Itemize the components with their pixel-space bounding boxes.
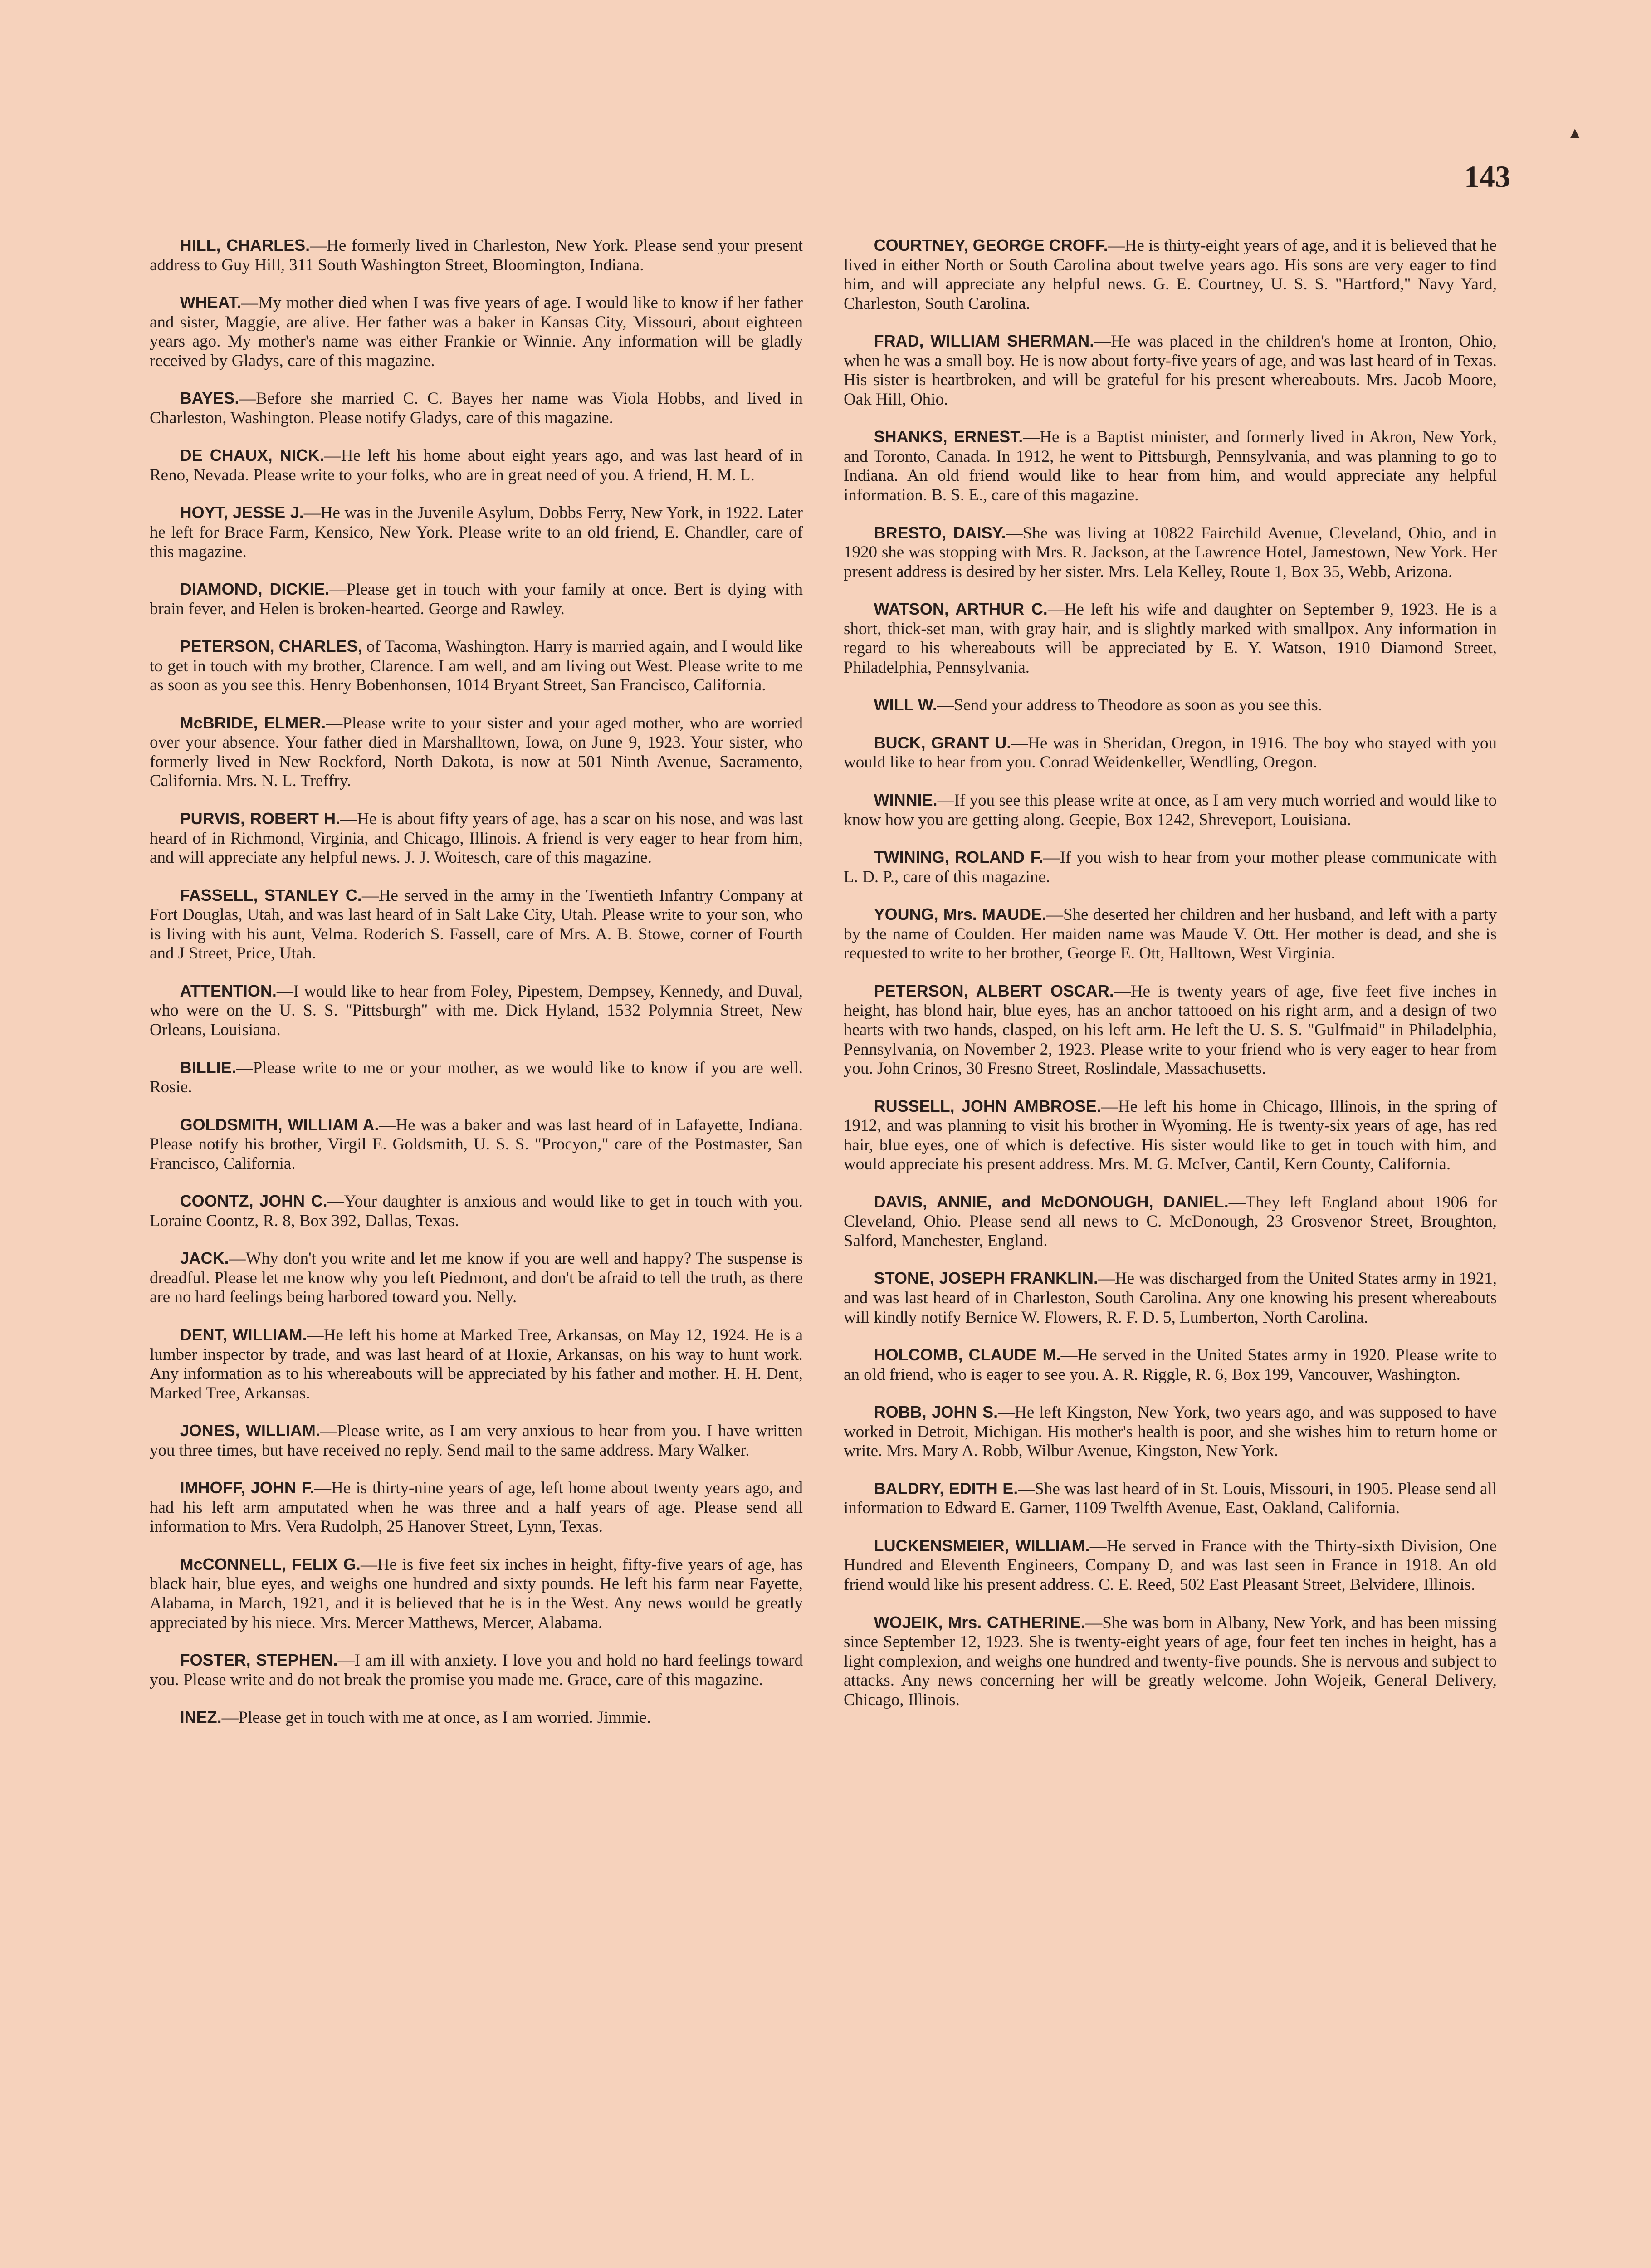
notice-entry: [150, 1478, 803, 1537]
notice-entry: [844, 791, 1497, 830]
notice-text: —I would like to hear from Foley, Pipestem, Dempsey, Kennedy, and Duval, who were on the U. S. S. "Pittsburgh" with me. Dick Hyland, 1532 Polymnia Street, New Orleans, Louisiana.: [150, 982, 803, 1039]
notice-text: —He is twenty years of age, five feet five inches in height, has blond hair, blue eyes, has an anchor tattooed on his right arm, and a design of two hearts with two hands, clasped, on his left arm. He left the U. S. S. "Gulfmaid" in Philadelphia, Pennsylvania, on November 2, 1923. Please write to your friend who is very eager to hear from you. John Crinos, 30 Fresno Street, Roslindale, Massachusetts.: [844, 982, 1497, 1078]
notice-name: PETERSON, CHARLES,: [180, 637, 362, 656]
notice-name: HOLCOMB, CLAUDE M.: [874, 1345, 1061, 1364]
notice-text: —Please get in touch with me at once, as I am worried. Jimmie.: [221, 1708, 651, 1727]
notice-entry: [844, 1097, 1497, 1174]
notice-name: FRAD, WILLIAM SHERMAN.: [874, 332, 1094, 351]
notice-name: WINNIE.: [874, 791, 938, 810]
notice-entry: [150, 1192, 803, 1231]
notice-entry: [150, 1421, 803, 1460]
notice-entry: [150, 982, 803, 1040]
notice-text: —He formerly lived in Charleston, New York. Please send your present address to Guy Hill, 311 South Washington Street, Bloomington, Indiana.: [150, 236, 803, 274]
notice-entry: [844, 733, 1497, 772]
notice-entry: [844, 1269, 1497, 1327]
notice-name: YOUNG, Mrs. MAUDE.: [874, 905, 1046, 924]
notice-name: COONTZ, JOHN C.: [180, 1192, 327, 1211]
notice-text: —She was living at 10822 Fairchild Avenue, Cleveland, Ohio, and in 1920 she was stopping with Mrs. R. Jackson, at the Lawrence Hotel, Jamestown, New York. Her present address is desired by her sister. Mrs. Lela Kelley, Route 1, Box 35, Webb, Arizona.: [844, 523, 1497, 581]
notice-name: FOSTER, STEPHEN.: [180, 1651, 338, 1670]
notice-text: —Before she married C. C. Bayes her name was Viola Hobbs, and lived in Charleston, Washington. Please notify Gladys, care of this magazine.: [150, 389, 803, 427]
notice-text: —He left his home in Chicago, Illinois, in the spring of 1912, and was planning to visit his brother in Wyoming. He is twenty-six years of age, has red hair, blue eyes, one of which is defective. His sister would like to get in touch with him, and would appreciate his present address. Mrs. M. G. McIver, Cantil, Kern County, California.: [844, 1097, 1497, 1174]
notice-entry: [844, 1536, 1497, 1595]
notice-name: STONE, JOSEPH FRANKLIN.: [874, 1269, 1098, 1288]
notice-name: SHANKS, ERNEST.: [874, 427, 1023, 446]
notice-entry: [844, 427, 1497, 505]
notice-text: —He was a baker and was last heard of in Lafayette, Indiana. Please notify his brother, Virgil E. Goldsmith, U. S. S. "Procyon," care of the Postmaster, San Francisco, California.: [150, 1115, 803, 1173]
notice-entry: [150, 446, 803, 485]
notice-name: BUCK, GRANT U.: [874, 733, 1011, 752]
notice-name: BILLIE.: [180, 1058, 236, 1077]
notice-name: COURTNEY, GEORGE CROFF.: [874, 236, 1108, 254]
notice-text: —They left England about 1906 for Cleveland, Ohio. Please send all news to C. McDonough, 23 Grosvenor Street, Broughton, Salford, Manchester, England.: [844, 1193, 1497, 1250]
notice-name: WATSON, ARTHUR C.: [874, 600, 1048, 619]
notice-name: DAVIS, ANNIE, and McDONOUGH, DANIEL.: [874, 1192, 1229, 1211]
notice-text: —I am ill with anxiety. I love you and hold no hard feelings toward you. Please write and do not break the promise you made me. Grace, care of this magazine.: [150, 1651, 803, 1689]
notice-text: —He left his home at Marked Tree, Arkansas, on May 12, 1924. He is a lumber inspector by trade, and was last heard of at Hoxie, Arkansas, on his way to hunt work. Any information as to his whereabouts will be appreciated by his father and mother. H. H. Dent, Marked Tree, Arkansas.: [150, 1325, 803, 1403]
notice-name: ROBB, JOHN S.: [874, 1403, 998, 1422]
notice-entry: [150, 389, 803, 428]
notice-name: BAYES.: [180, 389, 239, 408]
notice-text: —She deserted her children and her husband, and left with a party by the name of Coulden. Her maiden name was Maude V. Ott. Her mother is dead, and she is requested to write to her brother, George E. Ott, Halltown, West Virginia.: [844, 905, 1497, 963]
notice-text: —He was discharged from the United States army in 1921, and was last heard of in Charleston, South Carolina. Any one knowing his present whereabouts will kindly notify Bernice W. Flowers, R. F. D. 5, Lumberton, North Carolina.: [844, 1269, 1497, 1327]
notice-entry: [150, 637, 803, 695]
notice-entry: [844, 600, 1497, 677]
notice-text: —Your daughter is anxious and would like to get in touch with you. Loraine Coontz, R. 8, Box 392, Dallas, Texas.: [150, 1192, 803, 1230]
notice-entry: [844, 1613, 1497, 1710]
notice-name: PURVIS, ROBERT H.: [180, 809, 341, 828]
notice-name: ATTENTION.: [180, 981, 277, 1000]
notice-name: JONES, WILLIAM.: [180, 1421, 320, 1440]
page-number: 143: [1464, 159, 1510, 194]
notice-text: —He is about fifty years of age, has a scar on his nose, and was last heard of in Richmond, Virginia, and Chicago, Illinois. A friend is very eager to hear from him, and will appreciate any helpful news. J. J. Woitesch, care of this magazine.: [150, 810, 803, 867]
right-column: [844, 236, 1497, 1710]
notice-entry: [150, 809, 803, 868]
notice-entry: [150, 1555, 803, 1633]
notice-name: LUCKENSMEIER, WILLIAM.: [874, 1536, 1090, 1555]
notice-name: FASSELL, STANLEY C.: [180, 885, 362, 904]
notice-entry: [150, 236, 803, 275]
notice-name: WOJEIK, Mrs. CATHERINE.: [874, 1613, 1086, 1632]
notice-name: DIAMOND, DICKIE.: [180, 580, 330, 599]
notice-entry: [150, 886, 803, 963]
notice-entry: [150, 503, 803, 562]
notice-text: —She was born in Albany, New York, and has been missing since September 12, 1923. She is twenty-eight years of age, four feet ten inches in height, has a light complexion, and weighs one hundred and twenty-five pounds. She is nervous and subject to attacks. Any news concerning her will be greatly welcome. John Wojeik, General Delivery, Chicago, Illinois.: [844, 1613, 1497, 1709]
notice-entry: [150, 293, 803, 371]
left-column: [150, 236, 803, 1728]
notice-text: —She was last heard of in St. Louis, Missouri, in 1905. Please send all information to Edward E. Garner, 1109 Twelfth Avenue, East, Oakland, California.: [844, 1479, 1497, 1518]
notice-name: McBRIDE, ELMER.: [180, 713, 326, 732]
notice-text: —Please write to me or your mother, as we would like to know if you are well. Rosie.: [150, 1058, 803, 1097]
notice-name: BALDRY, EDITH E.: [874, 1479, 1018, 1498]
notice-entry: [150, 1708, 803, 1728]
notice-name: DENT, WILLIAM.: [180, 1325, 307, 1344]
notice-text: —He was in Sheridan, Oregon, in 1916. The boy who stayed with you would like to hear from you. Conrad Weidenkeller, Wendling, Oregon.: [844, 733, 1497, 772]
notice-entry: [844, 848, 1497, 887]
notice-entry: [150, 1651, 803, 1690]
notice-name: BRESTO, DAISY.: [874, 523, 1006, 542]
notice-text: —He is thirty-eight years of age, and it is believed that he lived in either North or South Carolina about twelve years ago. His sons are very eager to find him, and will appreciate any helpful news. G. E. Courtney, U. S. S. "Hartford," Navy Yard, Charleston, South Carolina.: [844, 236, 1497, 313]
notice-entry: [150, 1058, 803, 1097]
notice-text: —Send your address to Theodore as soon as you see this.: [937, 696, 1323, 715]
notice-text: —He left his home about eight years ago, and was last heard of in Reno, Nevada. Please write to your folks, who are in great need of you. A friend, H. M. L.: [150, 446, 803, 484]
notice-text: of Tacoma, Washington. Harry is married again, and I would like to get in touch with my brother, Clarence. I am well, and am living out West. Please write to me as soon as you see this. Henry Bobenhonsen, 1014 Bryant Street, San Francisco, California.: [150, 637, 803, 695]
notice-text: —He is thirty-nine years of age, left home about twenty years ago, and had his left arm amputated when he was three and a half years of age. Please send all information to Mrs. Vera Rudolph, 25 Hanover Street, Lynn, Texas.: [150, 1479, 803, 1536]
notice-name: INEZ.: [180, 1708, 222, 1727]
notice-name: TWINING, ROLAND F.: [874, 848, 1043, 867]
notice-entry: [844, 236, 1497, 313]
notice-text: —He served in the army in the Twentieth Infantry Company at Fort Douglas, Utah, and was last heard of in Salt Lake City, Utah. Please write to your son, who is living with his aunt, Velma. Roderich S. Fassell, care of Mrs. A. B. Stowe, corner of Fourth and J Street, Price, Utah.: [150, 886, 803, 963]
corner-mark: ▲: [1567, 124, 1583, 142]
notice-text: —If you see this please write at once, as I am very much worried and would like to know how you are getting along. Geepie, Box 1242, Shreveport, Louisiana.: [844, 791, 1497, 829]
notice-text: —Please write to your sister and your aged mother, who are worried over your absence. Your father died in Marshalltown, Iowa, on June 9, 1923. Your sister, who formerly lived in New Rockford, North Dakota, is now at 501 Ninth Avenue, Sacramento, California. Mrs. N. L. Treffry.: [150, 714, 803, 791]
notice-text: —My mother died when I was five years of age. I would like to know if her father and sister, Maggie, are alive. Her father was a baker in Kansas City, Missouri, about eighteen years ago. My mother's name was either Frankie or Winnie. Any information will be gladly received by Gladys, care of this magazine.: [150, 293, 803, 370]
notice-name: JACK.: [180, 1249, 229, 1268]
notice-entry: [150, 714, 803, 791]
notice-entry: [150, 1249, 803, 1307]
notice-name: DE CHAUX, NICK.: [180, 446, 324, 465]
notice-text: —He left Kingston, New York, two years ago, and was supposed to have worked in Detroit, Michigan. His mother's health is poor, and she wishes him to return home or write. Mrs. Mary A. Robb, Wilbur Avenue, Kingston, New York.: [844, 1403, 1497, 1461]
notice-text: —Please write, as I am very anxious to hear from you. I have written you three times, but have received no reply. Send mail to the same address. Mary Walker.: [150, 1422, 803, 1460]
notice-text: —He is five feet six inches in height, fifty-five years of age, has black hair, blue eyes, and weighs one hundred and sixty pounds. He left his farm near Fayette, Alabama, in March, 1921, and it is believed that he is in the West. Any news would be greatly appreciated by his niece. Mrs. Mercer Matthews, Mercer, Alabama.: [150, 1555, 803, 1632]
notice-entry: [844, 905, 1497, 963]
notice-name: HOYT, JESSE J.: [180, 503, 304, 522]
notice-entry: [844, 1345, 1497, 1384]
notice-text: —He was placed in the children's home at Ironton, Ohio, when he was a small boy. He is now about forty-five years of age, and was last heard of in Texas. His sister is heartbroken, and will be grateful for his present whereabouts. Mrs. Jacob Moore, Oak Hill, Ohio.: [844, 332, 1497, 409]
notice-name: McCONNELL, FELIX G.: [180, 1554, 361, 1574]
notice-entry: [844, 523, 1497, 582]
notice-text: —If you wish to hear from your mother please communicate with L. D. P., care of this magazine.: [844, 848, 1497, 886]
notice-text: —Why don't you write and let me know if you are well and happy? The suspense is dreadful. Please let me know why you left Piedmont, and don't be afraid to tell the truth, as there are no hard feelings being harbored toward you. Nelly.: [150, 1249, 803, 1307]
notice-name: HILL, CHARLES.: [180, 236, 310, 254]
notice-entry: [844, 1193, 1497, 1251]
notice-text: —He is a Baptist minister, and formerly lived in Akron, New York, and Toronto, Canada. In 1912, he went to Pittsburgh, Pennsylvania, and was planning to go to Indiana. An old friend would like to hear from him, and would appreciate any helpful information. B. S. E., care of this magazine.: [844, 428, 1497, 505]
notice-entry: [150, 1115, 803, 1174]
notice-text: —He served in France with the Thirty-sixth Division, One Hundred and Eleventh Engineers, Company D, and was last seen in France in 1918. An old friend would like his present address. C. E. Reed, 502 East Pleasant Street, Belvidere, Illinois.: [844, 1536, 1497, 1594]
notice-entry: [150, 1325, 803, 1403]
notice-name: GOLDSMITH, WILLIAM A.: [180, 1115, 379, 1134]
notice-entry: [844, 1479, 1497, 1518]
notice-text: —He served in the United States army in 1920. Please write to an old friend, who is eager to see you. A. R. Riggle, R. 6, Box 199, Vancouver, Washington.: [844, 1346, 1497, 1384]
notice-name: RUSSELL, JOHN AMBROSE.: [874, 1096, 1101, 1115]
notice-name: PETERSON, ALBERT OSCAR.: [874, 981, 1114, 1000]
notice-entry: [844, 982, 1497, 1079]
notice-entry: [150, 580, 803, 619]
notice-text: —He was in the Juvenile Asylum, Dobbs Ferry, New York, in 1922. Later he left for Brace Farm, Kensico, New York. Please write to an old friend, E. Chandler, care of this magazine.: [150, 503, 803, 561]
notice-entry: [844, 1403, 1497, 1461]
notice-text: —He left his wife and daughter on September 9, 1923. He is a short, thick-set man, with gray hair, and is slightly marked with smallpox. Any information in regard to his whereabouts will be appreciated by E. Y. Watson, 1910 Diamond Street, Philadelphia, Pennsylvania.: [844, 600, 1497, 677]
notice-text: —Please get in touch with your family at once. Bert is dying with brain fever, and Helen is broken-hearted. George and Rawley.: [150, 580, 803, 618]
notice-name: WILL W.: [874, 695, 937, 714]
notice-name: IMHOFF, JOHN F.: [180, 1478, 315, 1497]
notice-name: WHEAT.: [180, 293, 241, 312]
notice-entry: [844, 695, 1497, 715]
notice-entry: [844, 332, 1497, 409]
